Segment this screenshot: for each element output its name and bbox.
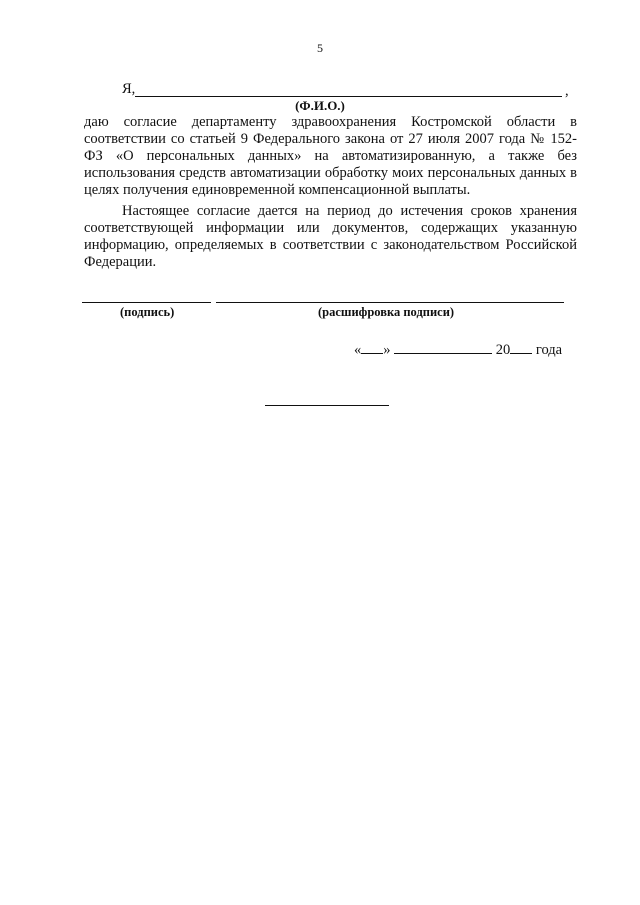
date-open-quote: « xyxy=(354,342,362,358)
date-close-quote: » xyxy=(383,342,391,358)
intro-pronoun: Я, xyxy=(122,81,136,97)
decoding-caption: (расшифровка подписи) xyxy=(318,305,455,319)
year-word: года xyxy=(535,342,563,358)
consent-paragraph-1: даю согласие департаменту здравоохранения Костромской области в соответствии со статьей 9 Федерального закона от 27 июля 2007 года № 152-ФЗ «О персональных данных» на автоматизированную, а также без использования средств автоматизации обработку моих персональных данных в целях получения единовременной компенсационной выплаты. xyxy=(84,114,577,198)
fio-blank-line xyxy=(135,96,562,97)
signature-decoding-blank-line xyxy=(216,302,564,303)
year-blank xyxy=(510,341,532,354)
day-blank xyxy=(361,341,383,354)
date-field xyxy=(354,341,562,359)
page-number: 5 xyxy=(317,41,323,55)
fio-caption: (Ф.И.О.) xyxy=(295,98,345,113)
end-of-document-line xyxy=(265,405,389,406)
month-blank xyxy=(394,341,492,354)
year-prefix: 20 xyxy=(495,342,511,358)
signature-caption: (подпись) xyxy=(120,305,175,319)
intro-comma: , xyxy=(565,83,569,99)
consent-paragraph-2: Настоящее согласие дается на период до истечения сроков хранения соответствующей информации или документов, содержащих указанную информацию, определяемых в соответствии с законодательством Российской Федерации. xyxy=(84,203,577,270)
consent-text xyxy=(84,114,577,271)
signature-blank-line xyxy=(82,302,211,303)
